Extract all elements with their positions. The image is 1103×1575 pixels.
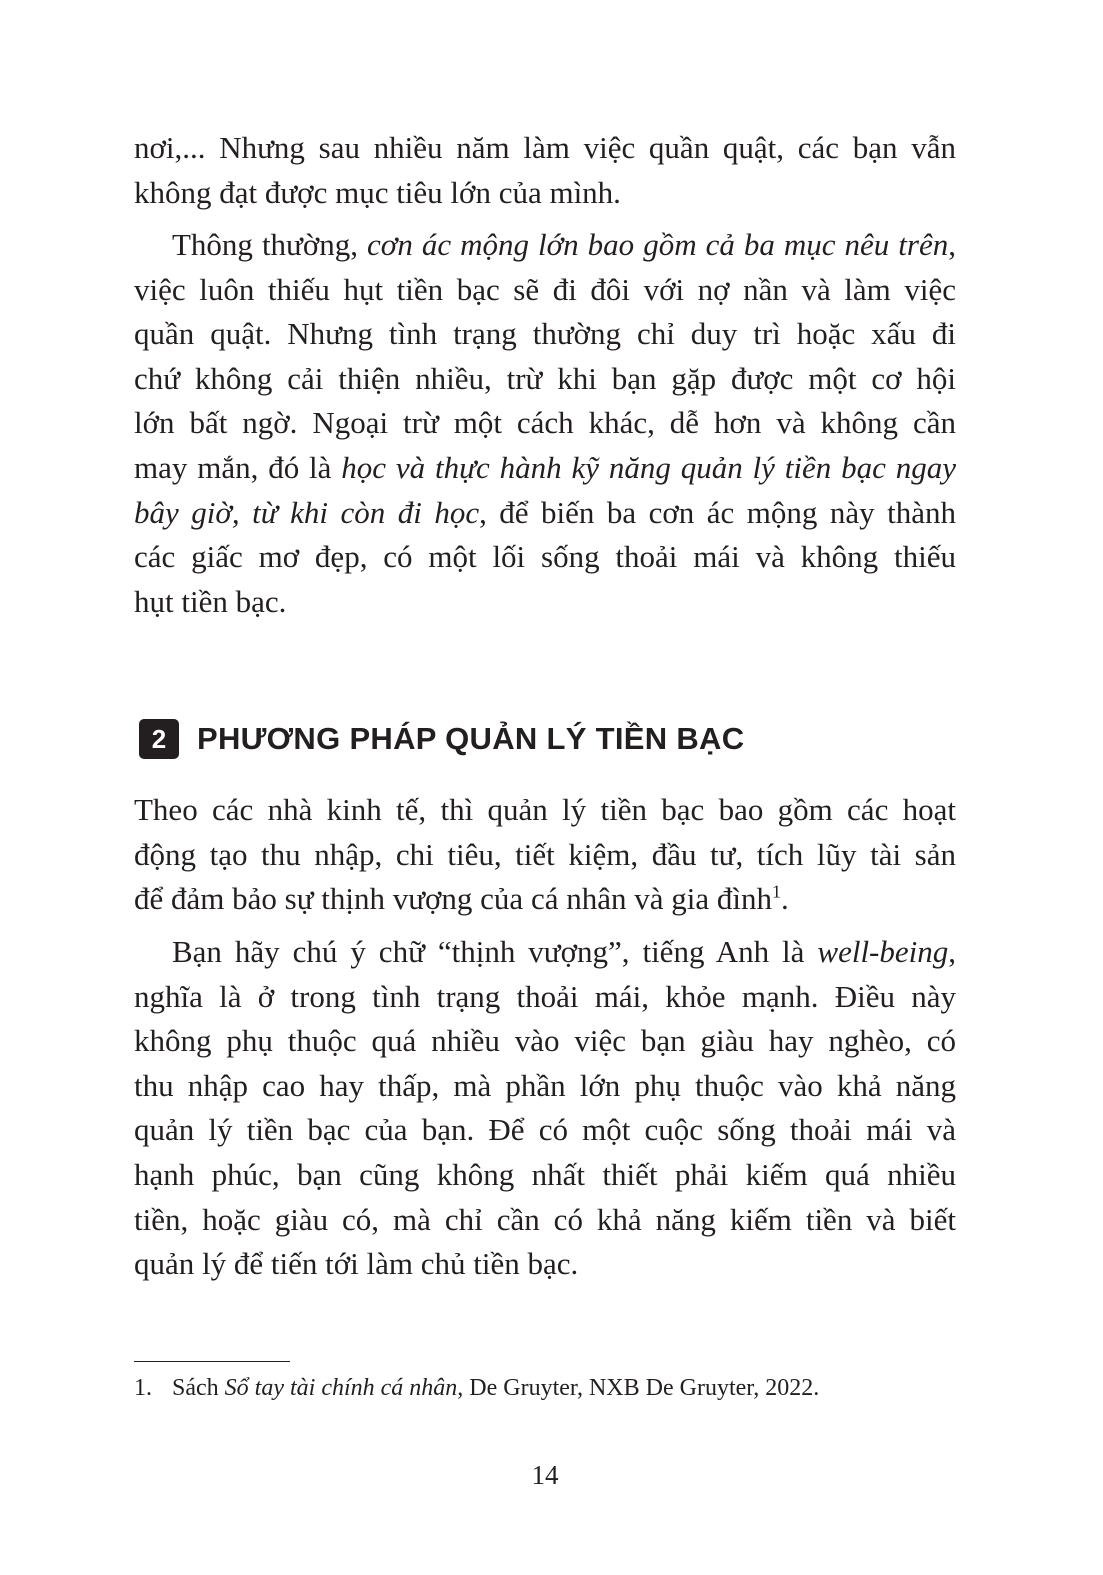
footnote-number: 1.	[134, 1375, 152, 1401]
text-line	[134, 833, 956, 878]
text-run: Thông thường,	[172, 227, 368, 262]
text-run: ,	[948, 934, 956, 969]
section-heading	[139, 719, 744, 759]
text-line	[134, 1242, 956, 1287]
footnote	[134, 1372, 819, 1404]
text-line	[134, 171, 956, 216]
text-line	[134, 357, 956, 402]
italic-text: Sổ tay tài chính cá nhân	[224, 1375, 458, 1401]
text-line	[134, 1064, 956, 1109]
text-run: nghĩa là ở trong tình trạng thoải mái, khỏe mạnh. Điều này	[134, 978, 956, 1014]
text-run: hụt tiền bạc.	[134, 583, 287, 619]
text-run: để đảm bảo sự thịnh vượng của cá nhân và gia đình	[134, 881, 772, 917]
text-run: Sách	[172, 1375, 225, 1401]
paragraph-continuation	[134, 126, 956, 215]
footnote-divider	[134, 1361, 290, 1362]
text-run: ,	[948, 227, 956, 262]
text-line	[134, 535, 956, 580]
text-line	[134, 1108, 956, 1153]
text-run: Theo các nhà kinh tế, thì quản lý tiền bạc bao gồm các hoạt	[134, 792, 956, 827]
text-run: không đạt được mục tiêu lớn của mình.	[134, 174, 621, 210]
text-line	[134, 446, 956, 491]
section-title: PHƯƠNG PHÁP QUẢN LÝ TIỀN BẠC	[197, 721, 745, 756]
text-line	[134, 401, 956, 446]
text-line	[134, 930, 956, 975]
text-line	[134, 1198, 956, 1243]
text-line	[134, 491, 956, 536]
text-run: quản lý để tiến tới làm chủ tiền bạc.	[134, 1246, 579, 1282]
text-line	[134, 1153, 956, 1198]
text-line	[134, 788, 956, 833]
page-number: 14	[531, 1460, 559, 1490]
text-run: , để biến ba cơn ác mộng này thành	[479, 494, 956, 530]
text-run: may mắn, đó là	[134, 449, 342, 485]
paragraph-definition	[134, 788, 956, 922]
text-run: lớn bất ngờ. Ngoại trừ một cách khác, dễ hơn và không cần	[134, 405, 956, 441]
italic-text: well-being	[817, 934, 949, 969]
text-line	[134, 312, 956, 357]
text-run: chứ không cải thiện nhiều, trừ khi bạn gặp được một cơ hội	[134, 360, 956, 396]
text-line	[134, 1019, 956, 1064]
text-run: các giấc mơ đẹp, có một lối sống thoải mái và không thiếu	[134, 539, 956, 575]
text-run: việc luôn thiếu hụt tiền bạc sẽ đi đôi với nợ nần và làm việc	[134, 271, 956, 307]
text-line	[134, 975, 956, 1020]
paragraph-nightmare	[134, 223, 956, 624]
text-run: nơi,... Nhưng sau nhiều năm làm việc quần quật, các bạn vẫn	[134, 130, 956, 165]
section-number-badge: 2	[139, 719, 179, 759]
text-line	[134, 223, 956, 268]
footnote-reference: 1	[771, 881, 781, 902]
text-run: tiền, hoặc giàu có, mà chỉ cần có khả năng kiếm tiền và biết	[134, 1201, 956, 1237]
italic-text: cơn ác mộng lớn bao gồm cả ba mục nêu trên	[367, 227, 949, 262]
text-run: Bạn hãy chú ý chữ “thịnh vượng”, tiếng Anh là	[172, 934, 818, 969]
italic-text: học và thực hành kỹ năng quản lý tiền bạc ngay	[341, 449, 956, 485]
text-run: , De Gruyter, NXB De Gruyter, 2022.	[457, 1375, 820, 1401]
text-line	[134, 580, 956, 625]
text-run: động tạo thu nhập, chi tiêu, tiết kiệm, đầu tư, tích lũy tài sản	[134, 836, 956, 872]
text-run: hạnh phúc, bạn cũng không nhất thiết phải kiếm quá nhiều	[134, 1156, 956, 1192]
text-line	[134, 268, 956, 313]
text-run: thu nhập cao hay thấp, mà phần lớn phụ thuộc vào khả năng	[134, 1067, 956, 1103]
text-line	[134, 877, 956, 922]
text-run: không phụ thuộc quá nhiều vào việc bạn giàu hay nghèo, có	[134, 1023, 956, 1059]
italic-text: bây giờ, từ khi còn đi học	[134, 494, 480, 530]
paragraph-well-being	[134, 930, 956, 1287]
text-run: quần quật. Nhưng tình trạng thường chỉ duy trì hoặc xấu đi	[134, 316, 956, 352]
footnote-text	[172, 1375, 819, 1401]
text-run: quản lý tiền bạc của bạn. Để có một cuộc sống thoải mái và	[134, 1112, 956, 1148]
text-run: .	[780, 881, 789, 917]
text-line	[134, 126, 956, 171]
